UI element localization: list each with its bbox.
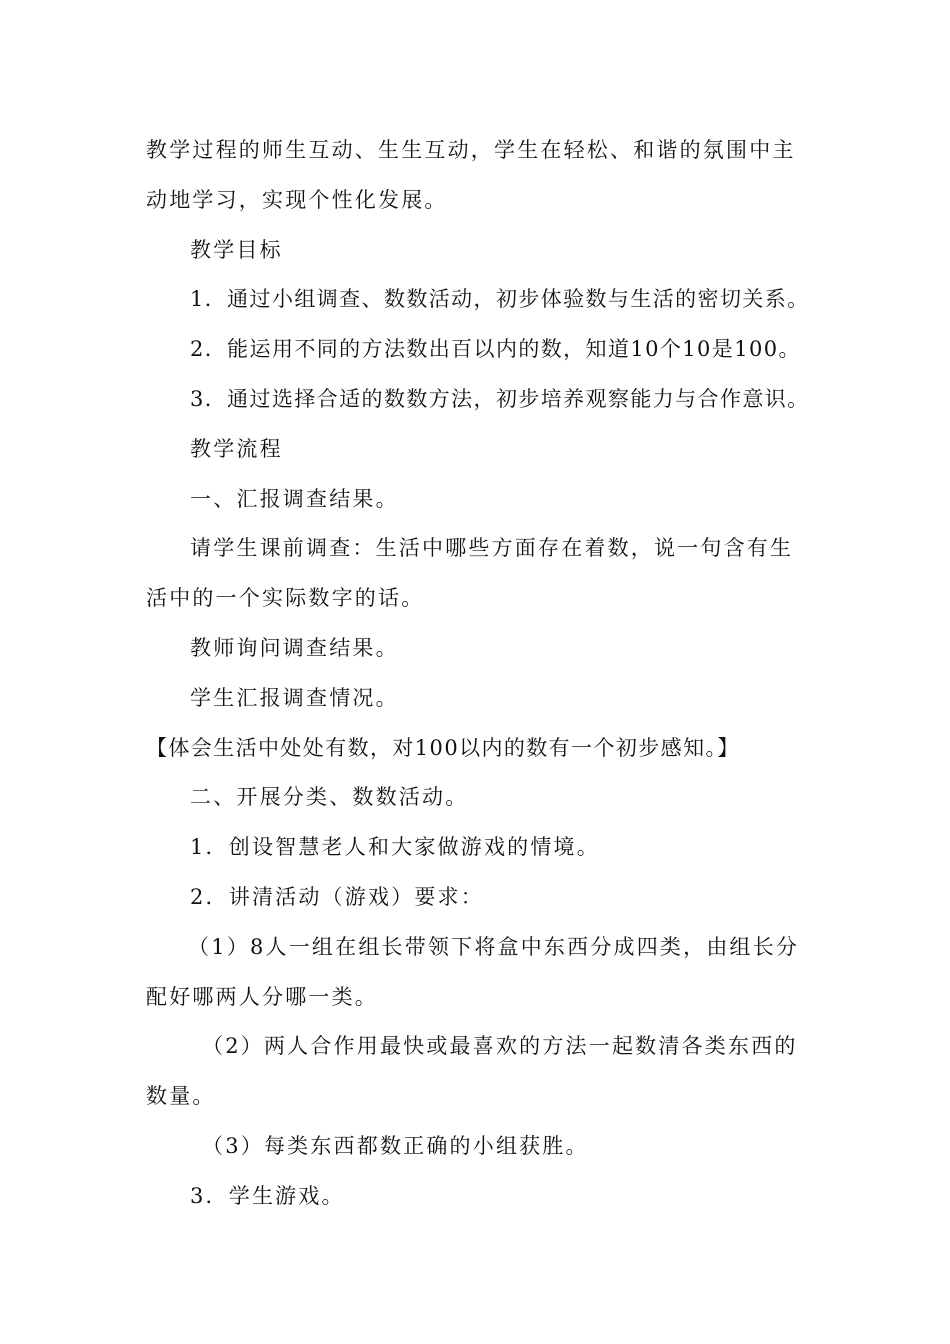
paragraph-survey-request: 请学生课前调查：生活中哪些方面存在着数，说一句含有生活中的一个实际数字的话。: [146, 536, 794, 611]
section-heading-2: 二、开展分类、数数活动。: [190, 785, 469, 810]
section-heading-1: 一、汇报调查结果。: [190, 486, 399, 511]
activity-item-3: 3．学生游戏。: [190, 1183, 345, 1208]
paragraph-teacher-asks: 教师询问调查结果。: [190, 635, 399, 660]
paragraph-student-report: 学生汇报调查情况。: [190, 685, 399, 710]
activity-item-1: 1．创设智慧老人和大家做游戏的情境。: [190, 835, 600, 860]
document-body: [146, 126, 810, 1222]
goal-item-3: 3．通过选择合适的数数方法，初步培养观察能力与合作意识。: [190, 386, 810, 411]
paragraph-note: 【体会生活中处处有数，对100以内的数有一个初步感知。】: [146, 735, 740, 760]
goal-item-2: 2．能运用不同的方法数出百以内的数，知道10个10是100。: [190, 337, 801, 362]
goal-item-1: 1．通过小组调查、数数活动，初步体验数与生活的密切关系。: [190, 287, 810, 312]
heading-teaching-process: 教学流程: [190, 436, 283, 461]
activity-item-2: 2．讲清活动（游戏）要求：: [190, 884, 484, 909]
rule-item-2: （2）两人合作用最快或最喜欢的方法一起数清各类东西的数量。: [146, 1034, 798, 1109]
paragraph-intro: 教学过程的师生互动、生生互动，学生在轻松、和谐的氛围中主动地学习，实现个性化发展。: [146, 138, 796, 212]
rule-item-1: （1）8人一组在组长带领下将盒中东西分成四类，由组长分配好哪两人分哪一类。: [146, 934, 800, 1009]
heading-teaching-goals: 教学目标: [190, 237, 283, 262]
rule-item-3: （3）每类东西都数正确的小组获胜。: [202, 1133, 589, 1158]
